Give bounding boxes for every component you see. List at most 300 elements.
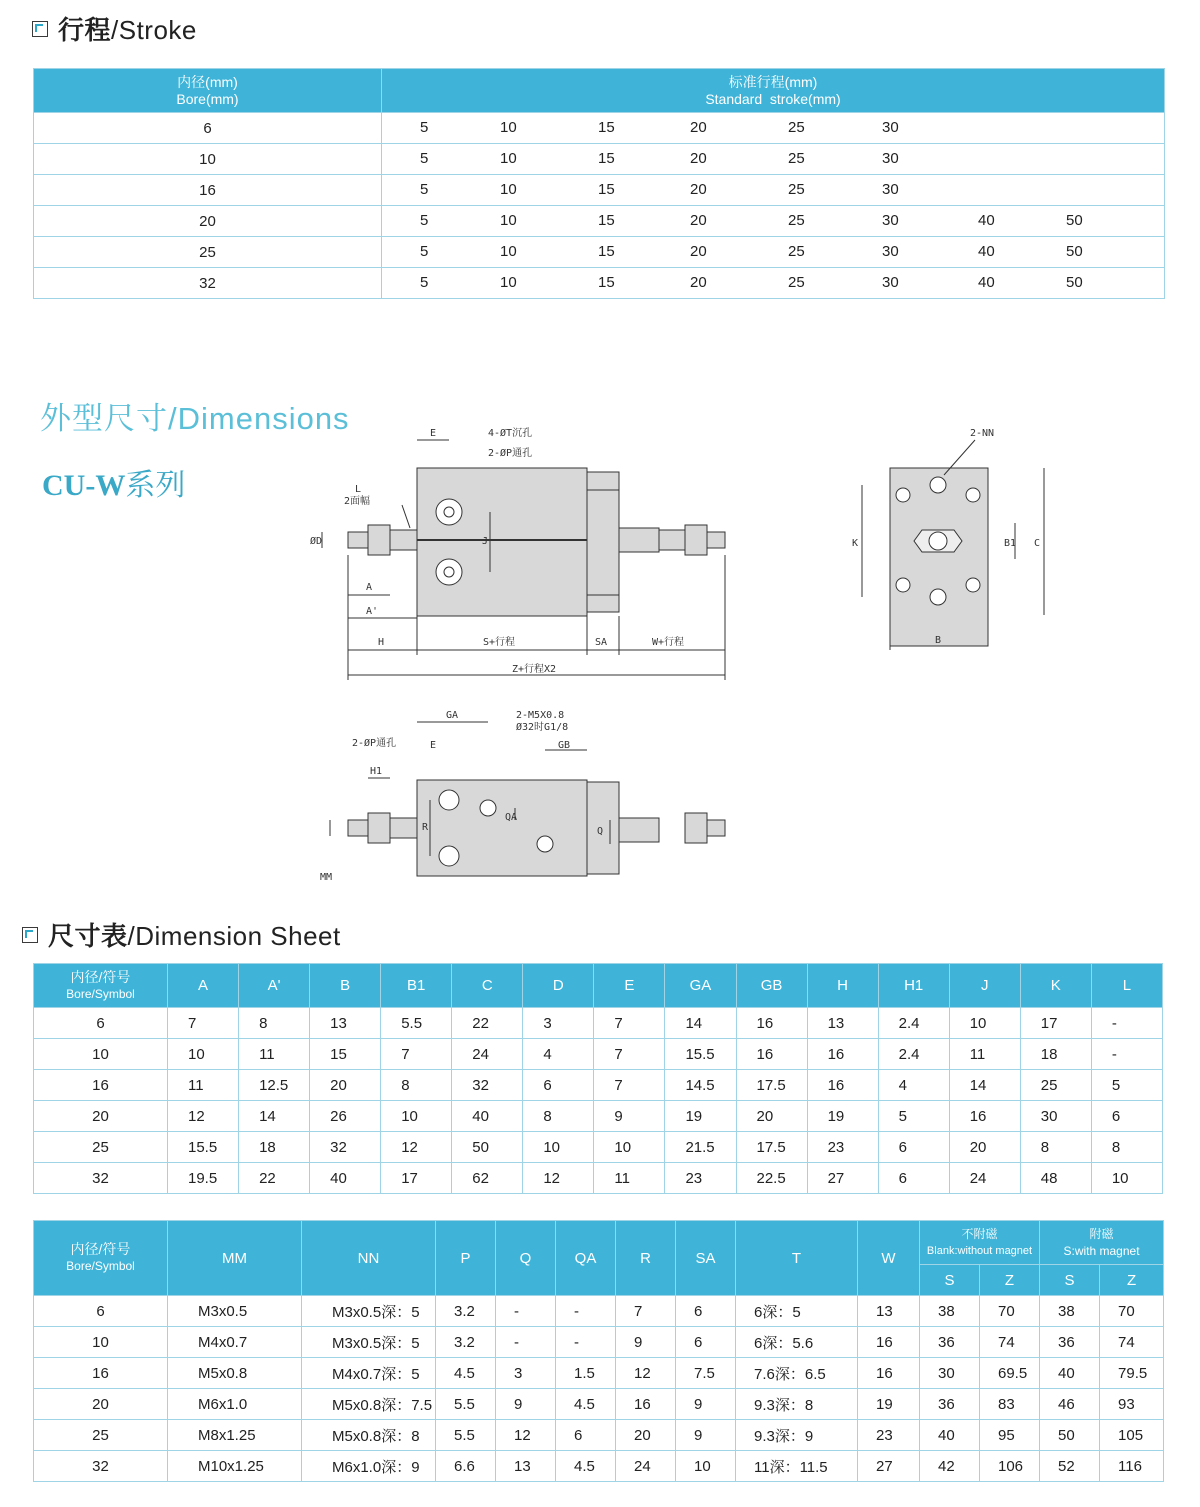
stroke-value: 25 — [788, 181, 805, 198]
dimension-sheet-table-1 — [33, 963, 1163, 1194]
sheet2-col-header: P — [436, 1221, 496, 1296]
sheet1-col-header: GB — [736, 964, 807, 1008]
stroke-value: 10 — [500, 212, 517, 229]
stroke-values-cell — [382, 268, 1165, 299]
value-cell: 13 — [858, 1296, 920, 1327]
value-cell: 26 — [310, 1101, 381, 1132]
sheet1-col-header: E — [594, 964, 665, 1008]
value-cell: 116 — [1100, 1451, 1164, 1482]
stroke-heading — [32, 10, 197, 47]
stroke-value: 20 — [690, 181, 707, 198]
value-cell: 9 — [676, 1389, 736, 1420]
value-cell: 19 — [665, 1101, 736, 1132]
value-cell: 12 — [496, 1420, 556, 1451]
stroke-values-cell — [382, 113, 1165, 144]
stroke-value: 10 — [500, 119, 517, 136]
value-cell: 18 — [1020, 1039, 1091, 1070]
value-cell: 20 — [310, 1070, 381, 1101]
label-GB: GB — [558, 740, 571, 751]
value-cell: 52 — [1040, 1451, 1100, 1482]
value-cell: M8x1.25 — [168, 1420, 302, 1451]
value-cell: 7 — [616, 1296, 676, 1327]
value-cell: 12 — [523, 1163, 594, 1194]
sheet1-bore-header — [34, 964, 168, 1008]
sheet-heading — [22, 916, 341, 953]
value-cell: 18 — [239, 1132, 310, 1163]
value-cell: M5x0.8深：8 — [302, 1420, 436, 1451]
value-cell: 6 — [878, 1163, 949, 1194]
bore-cell: 6 — [34, 1296, 168, 1327]
value-cell: 20 — [616, 1420, 676, 1451]
label-K: K — [852, 538, 859, 549]
value-cell: 25 — [1020, 1070, 1091, 1101]
sheet1-col-header: H — [807, 964, 878, 1008]
table-row — [34, 113, 1165, 144]
value-cell: 50 — [1040, 1420, 1100, 1451]
stroke-value: 5 — [420, 243, 429, 260]
value-cell: 23 — [807, 1132, 878, 1163]
value-cell: 12 — [168, 1101, 239, 1132]
sheet2-col-header: T — [736, 1221, 858, 1296]
value-cell: 20 — [949, 1132, 1020, 1163]
stroke-value: 10 — [500, 150, 517, 167]
value-cell: 2.4 — [878, 1039, 949, 1070]
label-B: B — [935, 635, 942, 646]
value-cell: 12.5 — [239, 1070, 310, 1101]
table-row — [34, 1008, 1163, 1039]
series-suffix: 系列 — [125, 469, 186, 502]
magnet-header — [1040, 1221, 1164, 1265]
stroke-value: 30 — [882, 274, 899, 291]
value-cell: 14 — [239, 1101, 310, 1132]
value-cell: 32 — [310, 1132, 381, 1163]
stroke-value: 20 — [690, 243, 707, 260]
label-P2: 2-ØP通孔 — [352, 738, 397, 749]
value-cell: 16 — [858, 1358, 920, 1389]
table-row — [34, 1070, 1163, 1101]
value-cell: 16 — [858, 1327, 920, 1358]
value-cell: 40 — [310, 1163, 381, 1194]
bore-cell: 10 — [34, 1039, 168, 1070]
value-cell: 106 — [980, 1451, 1040, 1482]
label-C: C — [1034, 538, 1041, 549]
table-row — [34, 1296, 1164, 1327]
label-W: W+行程 — [652, 637, 685, 648]
stroke-value: 5 — [420, 212, 429, 229]
value-cell: 10 — [168, 1039, 239, 1070]
value-cell: 5.5 — [436, 1420, 496, 1451]
bore-cell: 32 — [34, 1163, 168, 1194]
value-cell: 23 — [665, 1163, 736, 1194]
value-cell: 16 — [807, 1039, 878, 1070]
stroke-value: 30 — [882, 212, 899, 229]
value-cell: 9 — [616, 1327, 676, 1358]
value-cell: 10 — [1091, 1163, 1162, 1194]
sheet2-bore-header — [34, 1221, 168, 1296]
sheet2-col-header: Q — [496, 1221, 556, 1296]
dimension-sheet-table-2 — [33, 1220, 1164, 1482]
value-cell: 4 — [878, 1070, 949, 1101]
sheet2-col-header: NN — [302, 1221, 436, 1296]
value-cell: 10 — [676, 1451, 736, 1482]
value-cell: 15.5 — [168, 1132, 239, 1163]
value-cell: 9 — [676, 1420, 736, 1451]
magnet-cn: 附磁 — [1089, 1226, 1114, 1241]
sheet2-col-header: MM — [168, 1221, 302, 1296]
label-T: 4-ØT沉孔 — [488, 428, 533, 439]
series-prefix: CU-W — [42, 469, 126, 502]
value-cell: 8 — [381, 1070, 452, 1101]
value-cell: 8 — [239, 1008, 310, 1039]
value-cell: 3.2 — [436, 1296, 496, 1327]
sheet2-header-cn: 内径/符号 — [70, 1241, 131, 1257]
stroke-value: 40 — [978, 212, 995, 229]
value-cell: 10 — [381, 1101, 452, 1132]
stroke-value: 15 — [598, 243, 615, 260]
value-cell: 1.5 — [556, 1358, 616, 1389]
sheet1-col-header: J — [949, 964, 1020, 1008]
value-cell: 48 — [1020, 1163, 1091, 1194]
stroke-values-cell — [382, 175, 1165, 206]
value-cell: 22 — [452, 1008, 523, 1039]
value-cell: 8 — [1020, 1132, 1091, 1163]
stroke-values-cell — [382, 206, 1165, 237]
label-S: S+行程 — [483, 637, 516, 648]
bore-cell: 25 — [34, 1132, 168, 1163]
stroke-value: 15 — [598, 181, 615, 198]
stroke-value: 5 — [420, 119, 429, 136]
value-cell: 4.5 — [436, 1358, 496, 1389]
table-row — [34, 1039, 1163, 1070]
table-row — [34, 144, 1165, 175]
value-cell: M4x0.7深：5 — [302, 1358, 436, 1389]
value-cell: M3x0.5深：5 — [302, 1327, 436, 1358]
value-cell: 7 — [594, 1039, 665, 1070]
sheet1-col-header: D — [523, 964, 594, 1008]
sheet1-col-header: H1 — [878, 964, 949, 1008]
value-cell: 8 — [523, 1101, 594, 1132]
table-row — [34, 1132, 1163, 1163]
corner-mark-icon — [22, 927, 38, 943]
value-cell: M5x0.8深：7.5 — [302, 1389, 436, 1420]
no-magnet-header — [920, 1221, 1040, 1265]
value-cell: 4.5 — [556, 1451, 616, 1482]
stroke-value: 25 — [788, 243, 805, 260]
value-cell: 38 — [1040, 1296, 1100, 1327]
table-row — [34, 175, 1165, 206]
bore-cell: 20 — [34, 1101, 168, 1132]
bore-cell: 32 — [34, 268, 382, 299]
value-cell: 17.5 — [736, 1132, 807, 1163]
value-cell: 11 — [168, 1070, 239, 1101]
value-cell: 7.6深：6.5 — [736, 1358, 858, 1389]
label-A: A — [366, 582, 373, 593]
value-cell: 36 — [1040, 1327, 1100, 1358]
label-L2: 2面幅 — [344, 496, 371, 507]
value-cell: 93 — [1100, 1389, 1164, 1420]
value-cell: 14 — [949, 1070, 1020, 1101]
label-GA: GA — [446, 710, 459, 721]
label-H: H — [378, 637, 385, 648]
stroke-value: 20 — [690, 119, 707, 136]
label-NN: 2-NN — [970, 428, 995, 439]
sheet-heading-cn: 尺寸表 — [48, 921, 128, 951]
stroke-value: 15 — [598, 150, 615, 167]
value-cell: 14 — [665, 1008, 736, 1039]
table-row — [34, 268, 1165, 299]
value-cell: 16 — [807, 1070, 878, 1101]
sheet2-col-header: R — [616, 1221, 676, 1296]
value-cell: 7 — [168, 1008, 239, 1039]
value-cell: 24 — [452, 1039, 523, 1070]
value-cell: M3x0.5深：5 — [302, 1296, 436, 1327]
value-cell: - — [556, 1296, 616, 1327]
value-cell: 5.5 — [436, 1389, 496, 1420]
value-cell: 19 — [858, 1389, 920, 1420]
label-J: J — [482, 536, 489, 547]
sheet2-col-header: SA — [676, 1221, 736, 1296]
stroke-value: 5 — [420, 150, 429, 167]
value-cell: M3x0.5 — [168, 1296, 302, 1327]
stroke-std-header — [382, 69, 1165, 113]
value-cell: 10 — [594, 1132, 665, 1163]
value-cell: 6 — [676, 1327, 736, 1358]
bore-cell: 16 — [34, 1358, 168, 1389]
value-cell: 9.3深：8 — [736, 1389, 858, 1420]
stroke-value: 15 — [598, 212, 615, 229]
value-cell: - — [1091, 1008, 1162, 1039]
stroke-value: 25 — [788, 119, 805, 136]
value-cell: 4 — [523, 1039, 594, 1070]
value-cell: 11 — [239, 1039, 310, 1070]
value-cell: 14.5 — [665, 1070, 736, 1101]
value-cell: 16 — [736, 1039, 807, 1070]
value-cell: 9.3深：9 — [736, 1420, 858, 1451]
stroke-bore-header — [34, 69, 382, 113]
value-cell: 11 — [949, 1039, 1020, 1070]
value-cell: 19.5 — [168, 1163, 239, 1194]
value-cell: 12 — [616, 1358, 676, 1389]
stroke-value: 20 — [690, 150, 707, 167]
sheet1-col-header: A' — [239, 964, 310, 1008]
bore-cell: 6 — [34, 113, 382, 144]
bore-header-en: Bore(mm) — [176, 90, 239, 107]
label-R: R — [422, 822, 429, 833]
corner-mark-icon — [32, 21, 48, 37]
bore-cell: 25 — [34, 237, 382, 268]
stroke-values-cell — [382, 144, 1165, 175]
stroke-value: 15 — [598, 274, 615, 291]
value-cell: M4x0.7 — [168, 1327, 302, 1358]
stroke-value: 15 — [598, 119, 615, 136]
value-cell: 3 — [496, 1358, 556, 1389]
value-cell: 17.5 — [736, 1070, 807, 1101]
sub-col-header: Z — [980, 1265, 1040, 1296]
stroke-value: 25 — [788, 212, 805, 229]
value-cell: 13 — [807, 1008, 878, 1039]
value-cell: 4.5 — [556, 1389, 616, 1420]
std-header-cn: 标准行程(mm) — [728, 73, 818, 90]
bore-header-cn: 内径(mm) — [177, 73, 238, 90]
sub-col-header: S — [1040, 1265, 1100, 1296]
value-cell: 36 — [920, 1389, 980, 1420]
bore-cell: 20 — [34, 206, 382, 237]
sheet1-col-header: L — [1091, 964, 1162, 1008]
value-cell: 70 — [1100, 1296, 1164, 1327]
table-row — [34, 206, 1165, 237]
value-cell: 15.5 — [665, 1039, 736, 1070]
value-cell: 10 — [523, 1132, 594, 1163]
no-magnet-en: Blank:without magnet — [926, 1244, 1033, 1257]
label-M5: 2-M5X0.8 — [516, 710, 565, 721]
value-cell: M6x1.0 — [168, 1389, 302, 1420]
value-cell: 15 — [310, 1039, 381, 1070]
sheet-heading-en: /Dimension Sheet — [127, 921, 341, 951]
stroke-heading-en: /Stroke — [111, 15, 197, 45]
value-cell: 36 — [920, 1327, 980, 1358]
table-row — [34, 1420, 1164, 1451]
label-SA: SA — [595, 637, 608, 648]
label-Z: Z+行程X2 — [512, 664, 557, 675]
value-cell: M10x1.25 — [168, 1451, 302, 1482]
label-G18: Ø32时G1/8 — [516, 722, 569, 733]
value-cell: 11 — [594, 1163, 665, 1194]
stroke-value: 10 — [500, 274, 517, 291]
stroke-value: 25 — [788, 150, 805, 167]
stroke-value: 25 — [788, 274, 805, 291]
value-cell: 6深：5.6 — [736, 1327, 858, 1358]
stroke-value: 30 — [882, 150, 899, 167]
sub-col-header: S — [920, 1265, 980, 1296]
value-cell: 5.5 — [381, 1008, 452, 1039]
bore-cell: 16 — [34, 1070, 168, 1101]
stroke-table — [33, 68, 1165, 299]
sheet2-col-header: W — [858, 1221, 920, 1296]
stroke-value: 40 — [978, 243, 995, 260]
value-cell: 7 — [381, 1039, 452, 1070]
value-cell: 83 — [980, 1389, 1040, 1420]
value-cell: 22 — [239, 1163, 310, 1194]
value-cell: 16 — [736, 1008, 807, 1039]
value-cell: 7 — [594, 1070, 665, 1101]
magnet-en: S:with magnet — [1063, 1243, 1140, 1258]
label-P: 2-ØP通孔 — [488, 448, 533, 459]
bore-cell: 16 — [34, 175, 382, 206]
sheet1-col-header: GA — [665, 964, 736, 1008]
std-header-en: Standard stroke(mm) — [705, 90, 841, 107]
value-cell: 30 — [920, 1358, 980, 1389]
table-row — [34, 1327, 1164, 1358]
label-H1: H1 — [370, 766, 383, 777]
sheet2-header-en: Bore/Symbol — [66, 1259, 135, 1273]
value-cell: 30 — [1020, 1101, 1091, 1132]
sheet1-header-cn: 内径/符号 — [70, 968, 131, 985]
sheet1-col-header: C — [452, 964, 523, 1008]
value-cell: 24 — [949, 1163, 1020, 1194]
stroke-value: 5 — [420, 181, 429, 198]
label-MM: MM — [320, 872, 333, 883]
value-cell: 74 — [1100, 1327, 1164, 1358]
table-row — [34, 1163, 1163, 1194]
value-cell: 13 — [496, 1451, 556, 1482]
value-cell: 8 — [1091, 1132, 1162, 1163]
value-cell: 62 — [452, 1163, 523, 1194]
value-cell: 105 — [1100, 1420, 1164, 1451]
label-A2: A' — [366, 606, 379, 617]
value-cell: 17 — [381, 1163, 452, 1194]
stroke-value: 10 — [500, 181, 517, 198]
stroke-value: 50 — [1066, 212, 1083, 229]
stroke-value: 20 — [690, 274, 707, 291]
stroke-values-cell — [382, 237, 1165, 268]
sheet1-header-en: Bore/Symbol — [66, 986, 135, 1001]
value-cell: 13 — [310, 1008, 381, 1039]
value-cell: 6深：5 — [736, 1296, 858, 1327]
value-cell: 6 — [1091, 1101, 1162, 1132]
value-cell: 22.5 — [736, 1163, 807, 1194]
value-cell: 7.5 — [676, 1358, 736, 1389]
value-cell: 3.2 — [436, 1327, 496, 1358]
value-cell: 27 — [807, 1163, 878, 1194]
bore-cell: 20 — [34, 1389, 168, 1420]
dimensions-title: 外型尺寸/Dimensions — [40, 401, 350, 436]
value-cell: 23 — [858, 1420, 920, 1451]
value-cell: 6 — [523, 1070, 594, 1101]
value-cell: - — [556, 1327, 616, 1358]
value-cell: 10 — [949, 1008, 1020, 1039]
value-cell: 6 — [676, 1296, 736, 1327]
stroke-value: 30 — [882, 243, 899, 260]
value-cell: 40 — [1040, 1358, 1100, 1389]
table-row — [34, 1451, 1164, 1482]
bore-cell: 10 — [34, 1327, 168, 1358]
value-cell: 40 — [452, 1101, 523, 1132]
sub-col-header: Z — [1100, 1265, 1164, 1296]
bore-cell: 25 — [34, 1420, 168, 1451]
value-cell: 40 — [920, 1420, 980, 1451]
value-cell: 21.5 — [665, 1132, 736, 1163]
stroke-value: 50 — [1066, 243, 1083, 260]
value-cell: 20 — [736, 1101, 807, 1132]
label-B1: B1 — [1004, 538, 1017, 549]
value-cell: 6 — [878, 1132, 949, 1163]
sheet1-col-header: B1 — [381, 964, 452, 1008]
label-QA: QA — [505, 812, 518, 823]
value-cell: 79.5 — [1100, 1358, 1164, 1389]
value-cell: 6 — [556, 1420, 616, 1451]
value-cell: 19 — [807, 1101, 878, 1132]
value-cell: 95 — [980, 1420, 1040, 1451]
dimension-drawings — [0, 410, 1200, 890]
value-cell: 27 — [858, 1451, 920, 1482]
stroke-value: 40 — [978, 274, 995, 291]
value-cell: 46 — [1040, 1389, 1100, 1420]
value-cell: 74 — [980, 1327, 1040, 1358]
stroke-value: 5 — [420, 274, 429, 291]
value-cell: 6.6 — [436, 1451, 496, 1482]
value-cell: 16 — [616, 1389, 676, 1420]
label-D: ØD — [310, 536, 323, 547]
bore-cell: 32 — [34, 1451, 168, 1482]
table-row — [34, 1101, 1163, 1132]
value-cell: 24 — [616, 1451, 676, 1482]
value-cell: 2.4 — [878, 1008, 949, 1039]
sheet2-col-header: QA — [556, 1221, 616, 1296]
stroke-value: 50 — [1066, 274, 1083, 291]
value-cell: 32 — [452, 1070, 523, 1101]
table-row — [34, 237, 1165, 268]
stroke-heading-cn: 行程 — [58, 15, 112, 45]
